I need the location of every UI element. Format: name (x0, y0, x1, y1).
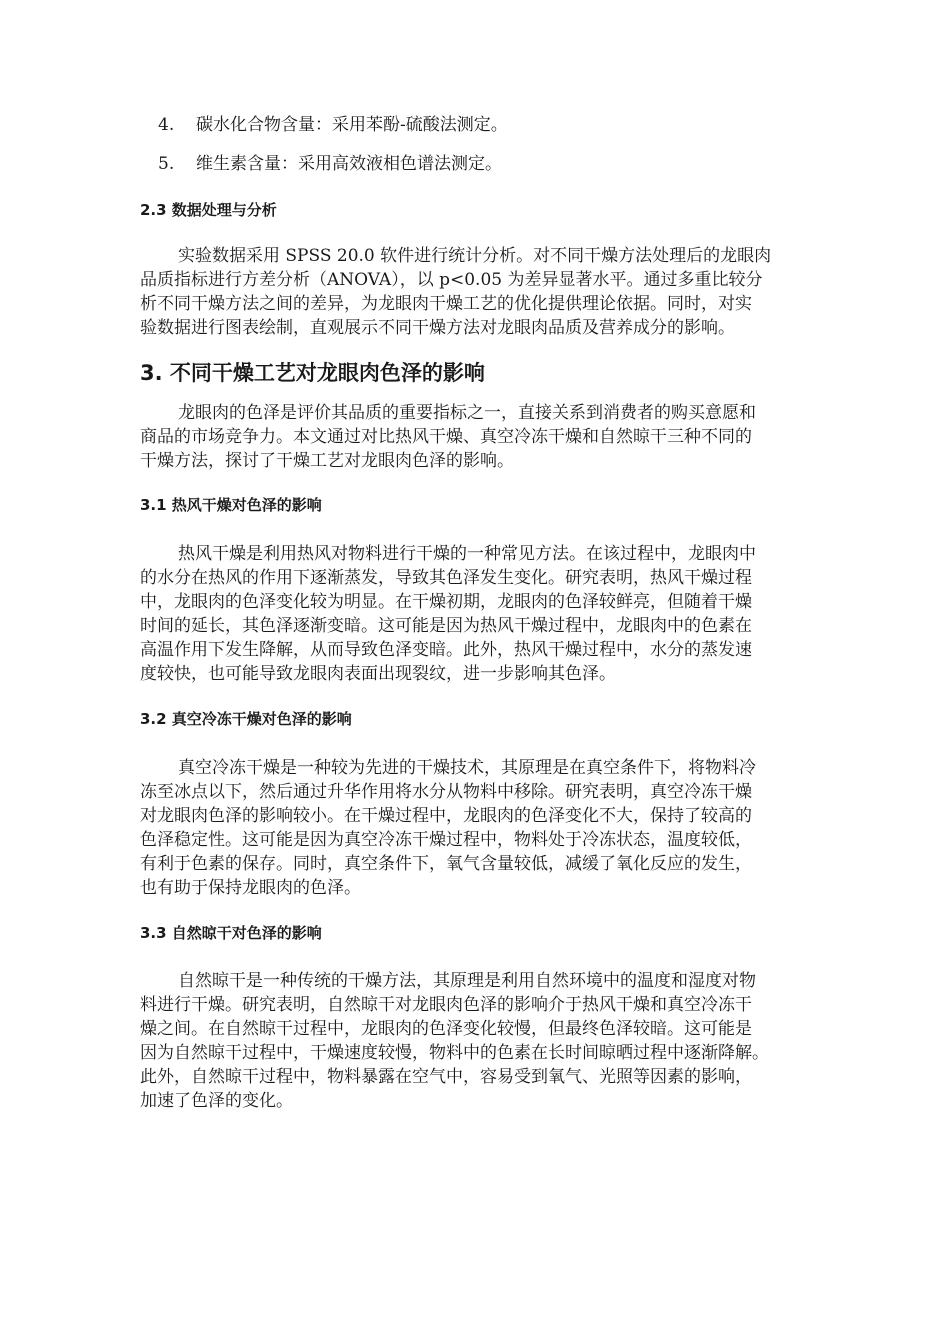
paragraph-3-2 (140, 756, 815, 900)
text-line: 实验数据采用 SPSS 20.0 软件进行统计分析。对不同干燥方法处理后的龙眼肉 (178, 246, 772, 266)
list-item (158, 152, 502, 176)
section-heading-2-3: 2.3 数据处理与分析 (140, 201, 277, 219)
text-line: 热风干燥是利用热风对物料进行干燥的一种常见方法。在该过程中，龙眼肉中 (178, 544, 756, 564)
text-line: 品质指标进行方差分析（ANOVA），以 p<0.05 为差异显著水平。通过多重比较分 (140, 270, 763, 290)
list-item-text: 维生素含量：采用高效液相色谱法测定。 (196, 154, 502, 174)
text-line: 自然晾干是一种传统的干燥方法，其原理是利用自然环境中的温度和湿度对物 (178, 971, 756, 991)
text-line: 干燥方法，探讨了干燥工艺对龙眼肉色泽的影响。 (140, 451, 514, 471)
list-item-text: 碳水化合物含量：采用苯酚-硫酸法测定。 (196, 115, 508, 135)
text-line: 的水分在热风的作用下逐渐蒸发，导致其色泽发生变化。研究表明，热风干燥过程 (140, 568, 752, 588)
text-line: 龙眼肉的色泽是评价其品质的重要指标之一，直接关系到消费者的购买意愿和 (178, 403, 756, 423)
paragraph-3-3 (140, 969, 815, 1113)
list-item-number: 5. (158, 154, 175, 174)
text-line: 商品的市场竞争力。本文通过对比热风干燥、真空冷冻干燥和自然晾干三种不同的 (140, 427, 752, 447)
text-line: 燥之间。在自然晾干过程中，龙眼肉的色泽变化较慢，但最终色泽较暗。这可能是 (140, 1019, 752, 1039)
section-heading-3-2: 3.2 真空冷冻干燥对色泽的影响 (140, 710, 352, 728)
list-item (158, 113, 508, 137)
text-line: 料进行干燥。研究表明，自然晾干对龙眼肉色泽的影响介于热风干燥和真空冷冻干 (140, 995, 752, 1015)
text-line: 此外，自然晾干过程中，物料暴露在空气中，容易受到氧气、光照等因素的影响， (140, 1067, 752, 1087)
text-line: 时间的延长，其色泽逐渐变暗。这可能是因为热风干燥过程中，龙眼肉中的色素在 (140, 616, 752, 636)
text-line: 度较快，也可能导致龙眼肉表面出现裂纹，进一步影响其色泽。 (140, 664, 616, 684)
text-line: 中，龙眼肉的色泽变化较为明显。在干燥初期，龙眼肉的色泽较鲜亮，但随着干燥 (140, 592, 752, 612)
list-item-number: 4. (158, 115, 175, 135)
paragraph-3-intro (140, 401, 815, 473)
section-heading-3-3: 3.3 自然晾干对色泽的影响 (140, 924, 322, 942)
text-line: 对龙眼肉色泽的影响较小。在干燥过程中，龙眼肉的色泽变化不大，保持了较高的 (140, 806, 752, 826)
text-line: 加速了色泽的变化。 (140, 1091, 293, 1111)
section-heading-3: 3. 不同干燥工艺对龙眼肉色泽的影响 (140, 361, 485, 385)
text-line: 高温作用下发生降解，从而导致色泽变暗。此外，热风干燥过程中，水分的蒸发速 (140, 640, 752, 660)
text-line: 色泽稳定性。这可能是因为真空冷冻干燥过程中，物料处于冷冻状态，温度较低， (140, 830, 752, 850)
text-line: 真空冷冻干燥是一种较为先进的干燥技术，其原理是在真空条件下，将物料冷 (178, 758, 756, 778)
section-heading-3-1: 3.1 热风干燥对色泽的影响 (140, 496, 322, 514)
text-line: 验数据进行图表绘制，直观展示不同干燥方法对龙眼肉品质及营养成分的影响。 (140, 318, 735, 338)
text-line: 析不同干燥方法之间的差异，为龙眼肉干燥工艺的优化提供理论依据。同时，对实 (140, 294, 752, 314)
text-line: 因为自然晾干过程中，干燥速度较慢，物料中的色素在长时间晾晒过程中逐渐降解。 (140, 1043, 769, 1063)
text-line: 有利于色素的保存。同时，真空条件下，氧气含量较低，减缓了氧化反应的发生， (140, 854, 752, 874)
paragraph-3-1 (140, 542, 815, 686)
text-line: 冻至冰点以下，然后通过升华作用将水分从物料中移除。研究表明，真空冷冻干燥 (140, 782, 752, 802)
paragraph-2-3 (140, 244, 815, 340)
text-line: 也有助于保持龙眼肉的色泽。 (140, 878, 361, 898)
